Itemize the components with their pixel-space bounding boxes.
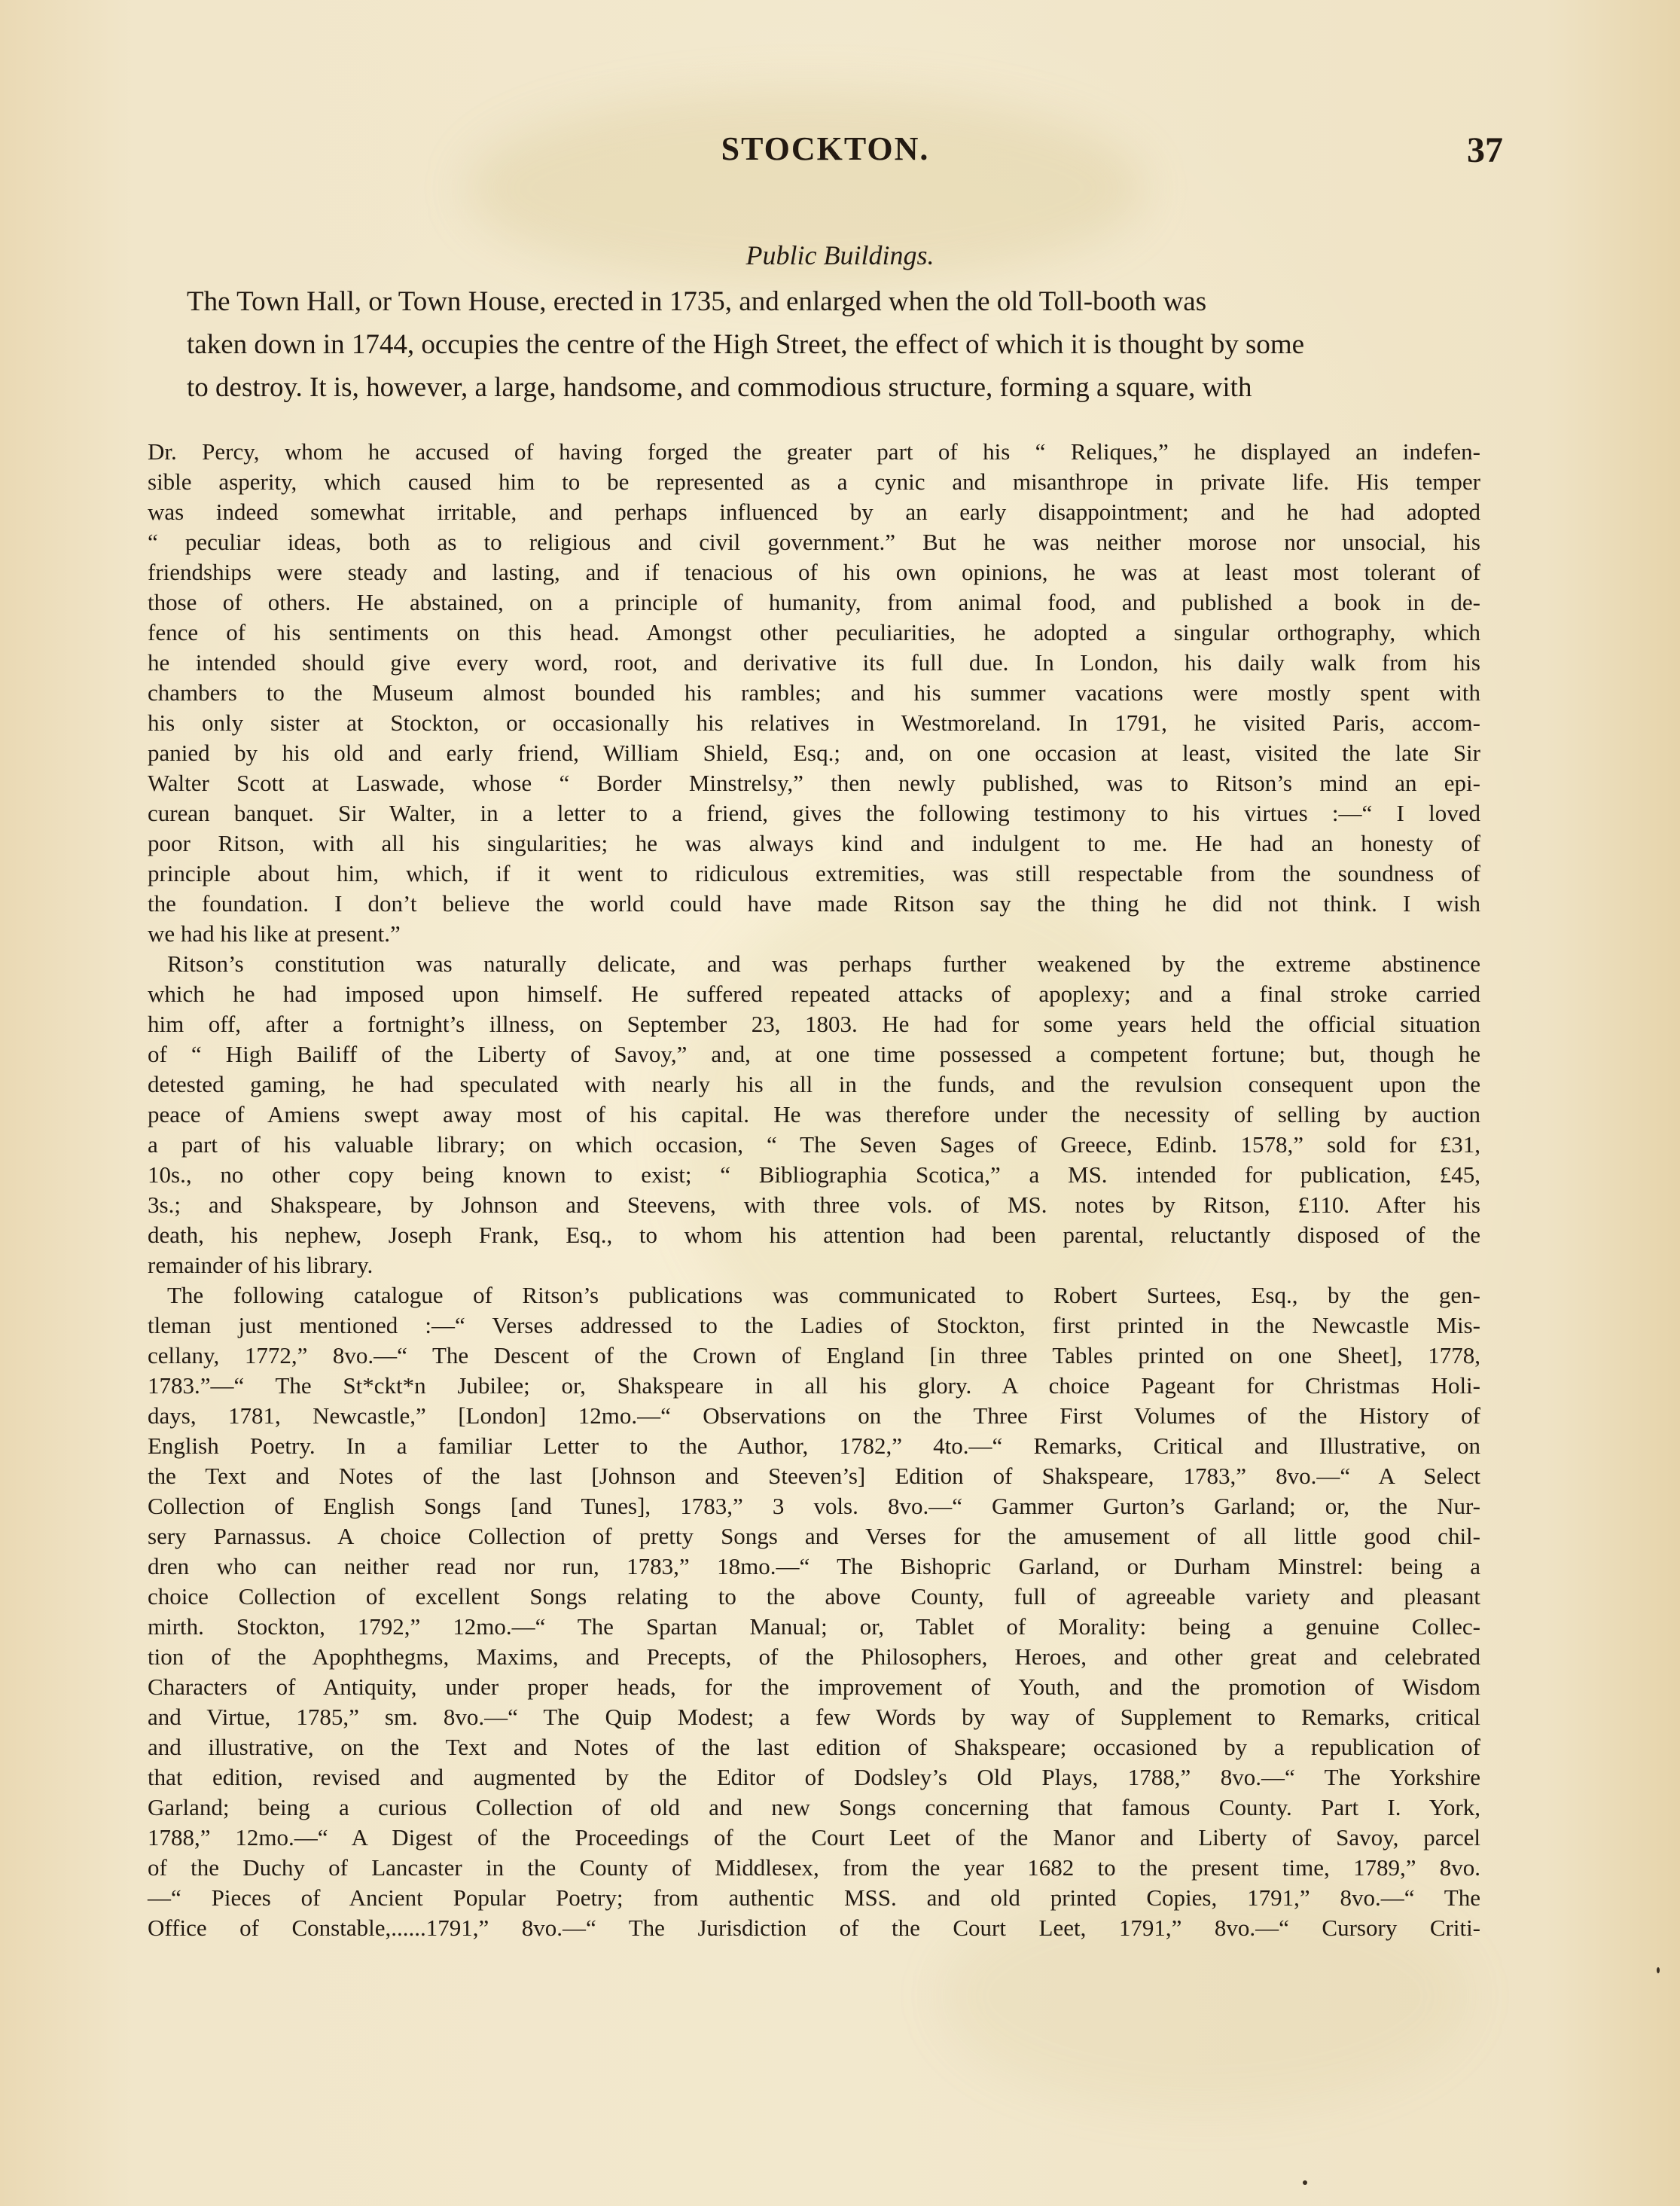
footnote-line: we had his like at present.” xyxy=(148,920,401,947)
footnote-line: 1783.”—“ The St*ckt*n Jubilee; or, Shakspeare in all his glory. A choice Pageant for Christmas Holi- xyxy=(148,1372,1480,1399)
footnote-line: panied by his old and early friend, William Shield, Esq.; and, on one occasion at least, visited the late Sir xyxy=(148,740,1480,766)
footnote-line: —“ Pieces of Ancient Popular Poetry; from authentic MSS. and old printed Copies, 1791,” 8vo.—“ The xyxy=(148,1884,1480,1911)
footnote-line: of “ High Bailiff of the Liberty of Savoy,” and, at one time possessed a competent fortune; but, though he xyxy=(148,1041,1480,1067)
footnote-line: Collection of English Songs [and Tunes], 1783,” 3 vols. 8vo.—“ Gammer Gurton’s Garland; or, the Nur- xyxy=(148,1493,1480,1519)
footnote-line: 10s., no other copy being known to exist; “ Bibliographia Scotica,” a MS. intended for publication, £45, xyxy=(148,1161,1480,1188)
footnote-line: tleman just mentioned :—“ Verses addressed to the Ladies of Stockton, first printed in the Newcastle Mis- xyxy=(148,1312,1480,1338)
footnote-line: death, his nephew, Joseph Frank, Esq., to whom his attention had been parental, reluctantly disposed of the xyxy=(148,1222,1480,1248)
footnote-line: The following catalogue of Ritson’s publications was communicated to Robert Surtees, Esq., by the gen- xyxy=(167,1282,1480,1308)
footnote-line: Walter Scott at Laswade, whose “ Border Minstrelsy,” then newly published, was to Ritson’s mind an epi- xyxy=(148,770,1480,796)
footnote-line: curean banquet. Sir Walter, in a letter to a friend, gives the following testimony to his virtues :—“ I loved xyxy=(148,800,1480,826)
intro-line: taken down in 1744, occupies the centre of the High Street, the effect of which it is thought by some xyxy=(187,329,1305,360)
footnote-line: remainder of his library. xyxy=(148,1252,374,1278)
footnote-line: Garland; being a curious Collection of old and new Songs concerning that famous County. Part I. York, xyxy=(148,1794,1480,1820)
footnote-line: was indeed somewhat irritable, and perhaps influenced by an early disappointment; and he had adopted xyxy=(148,499,1480,525)
footnote-line: which he had imposed upon himself. He suffered repeated attacks of apoplexy; and a final stroke carried xyxy=(148,981,1480,1007)
footnote-line: choice Collection of excellent Songs relating to the above County, full of agreeable variety and pleasant xyxy=(148,1583,1480,1609)
footnote-line: “ peculiar ideas, both as to religious and civil government.” But he was neither morose nor unsocial, his xyxy=(148,529,1480,555)
footnote-line: English Poetry. In a familiar Letter to the Author, 1782,” 4to.—“ Remarks, Critical and Illustrative, on xyxy=(148,1433,1480,1459)
ink-speck xyxy=(1657,1967,1660,1973)
footnote-line: him off, after a fortnight’s illness, on September 23, 1803. He had for some years held the official situation xyxy=(148,1011,1480,1037)
footnote-line: and Virtue, 1785,” sm. 8vo.—“ The Quip Modest; a few Words by way of Supplement to Remarks, critical xyxy=(148,1704,1480,1730)
page-header xyxy=(148,130,1503,175)
footnote-line: of the Duchy of Lancaster in the County of Middlesex, from the year 1682 to the present time, 1789,” 8vo. xyxy=(148,1854,1480,1881)
page-number: 37 xyxy=(1467,130,1503,170)
footnote-line: peace of Amiens swept away most of his capital. He was therefore under the necessity of selling by auction xyxy=(148,1101,1480,1127)
footnote-line: 3s.; and Shakspeare, by Johnson and Steevens, with three vols. of MS. notes by Ritson, £110. After his xyxy=(148,1191,1480,1218)
intro-paragraph xyxy=(187,280,1478,409)
footnote-line: and illustrative, on the Text and Notes of the last edition of Shakspeare; occasioned by a republication of xyxy=(148,1734,1480,1760)
footnote-text xyxy=(148,437,1480,1943)
footnote-line: dren who can neither read nor run, 1783,” 18mo.—“ The Bishopric Garland, or Durham Minstrel: being a xyxy=(148,1553,1480,1579)
footnote-line: he intended should give every word, root, and derivative its full due. In London, his daily walk from his xyxy=(148,649,1480,676)
intro-line: The Town Hall, or Town House, erected in 1735, and enlarged when the old Toll-booth was xyxy=(187,286,1207,317)
footnote-line: his only sister at Stockton, or occasionally his relatives in Westmoreland. In 1791, he visited Paris, accom- xyxy=(148,709,1480,736)
footnote-line: sible asperity, which caused him to be represented as a cynic and misanthrope in private life. His temper xyxy=(148,468,1480,495)
footnote-line: Characters of Antiquity, under proper heads, for the improvement of Youth, and the promotion of Wisdom xyxy=(148,1674,1480,1700)
ink-speck xyxy=(1303,2180,1307,2185)
footnote-line: sery Parnassus. A choice Collection of pretty Songs and Verses for the amusement of all little good chil- xyxy=(148,1523,1480,1549)
footnote-line: days, 1781, Newcastle,” [London] 12mo.—“ Observations on the Three First Volumes of the History of xyxy=(148,1402,1480,1429)
footnote-line: a part of his valuable library; on which occasion, “ The Seven Sages of Greece, Edinb. 1578,” sold for £31, xyxy=(148,1131,1480,1158)
footnote-line: chambers to the Museum almost bounded his rambles; and his summer vacations were mostly spent with xyxy=(148,679,1480,706)
footnote-line: cellany, 1772,” 8vo.—“ The Descent of the Crown of England [in three Tables printed on one Sheet], 1778, xyxy=(148,1342,1480,1368)
footnote-line: the Text and Notes of the last [Johnson and Steeven’s] Edition of Shakspeare, 1783,” 8vo.—“ A Select xyxy=(148,1463,1480,1489)
section-title: Public Buildings. xyxy=(745,240,935,270)
footnote-line: poor Ritson, with all his singularities; he was always kind and indulgent to me. He had an honesty of xyxy=(148,830,1480,856)
footnote-line: that edition, revised and augmented by the Editor of Dodsley’s Old Plays, 1788,” 8vo.—“ The Yorkshire xyxy=(148,1764,1480,1790)
footnote-line: Dr. Percy, whom he accused of having forged the greater part of his “ Reliques,” he displayed an indefen- xyxy=(148,438,1480,465)
footnote-line: principle about him, which, if it went to ridiculous extremities, was still respectable from the soundness of xyxy=(148,860,1480,886)
footnote-line: Office of Constable,......1791,” 8vo.—“ The Jurisdiction of the Court Leet, 1791,” 8vo.—“ Cursory Criti- xyxy=(148,1915,1480,1941)
footnote-line: tion of the Apophthegms, Maxims, and Precepts, of the Philosophers, Heroes, and other great and celebrated xyxy=(148,1643,1480,1670)
footnote-line: detested gaming, he had speculated with nearly his all in the funds, and the revulsion consequent upon the xyxy=(148,1071,1480,1097)
footnote-line: fence of his sentiments on this head. Amongst other peculiarities, he adopted a singular orthography, which xyxy=(148,619,1480,645)
intro-line: to destroy. It is, however, a large, handsome, and commodious structure, forming a square, with xyxy=(187,372,1252,403)
footnote-line: 1788,” 12mo.—“ A Digest of the Proceedings of the Court Leet of the Manor and Liberty of Savoy, parcel xyxy=(148,1824,1480,1851)
footnote-line: friendships were steady and lasting, and if tenacious of his own opinions, he was at least most tolerant of xyxy=(148,559,1480,585)
footnote-line: Ritson’s constitution was naturally delicate, and was perhaps further weakened by the extreme abstinence xyxy=(167,950,1480,977)
footnote-line: those of others. He abstained, on a principle of humanity, from animal food, and published a book in de- xyxy=(148,589,1480,615)
running-title: STOCKTON. xyxy=(721,130,930,167)
footnote-line: the foundation. I don’t believe the world could have made Ritson say the thing he did not think. I wish xyxy=(148,890,1480,917)
footnote-line: mirth. Stockton, 1792,” 12mo.—“ The Spartan Manual; or, Tablet of Morality: being a genuine Collec- xyxy=(148,1613,1480,1640)
